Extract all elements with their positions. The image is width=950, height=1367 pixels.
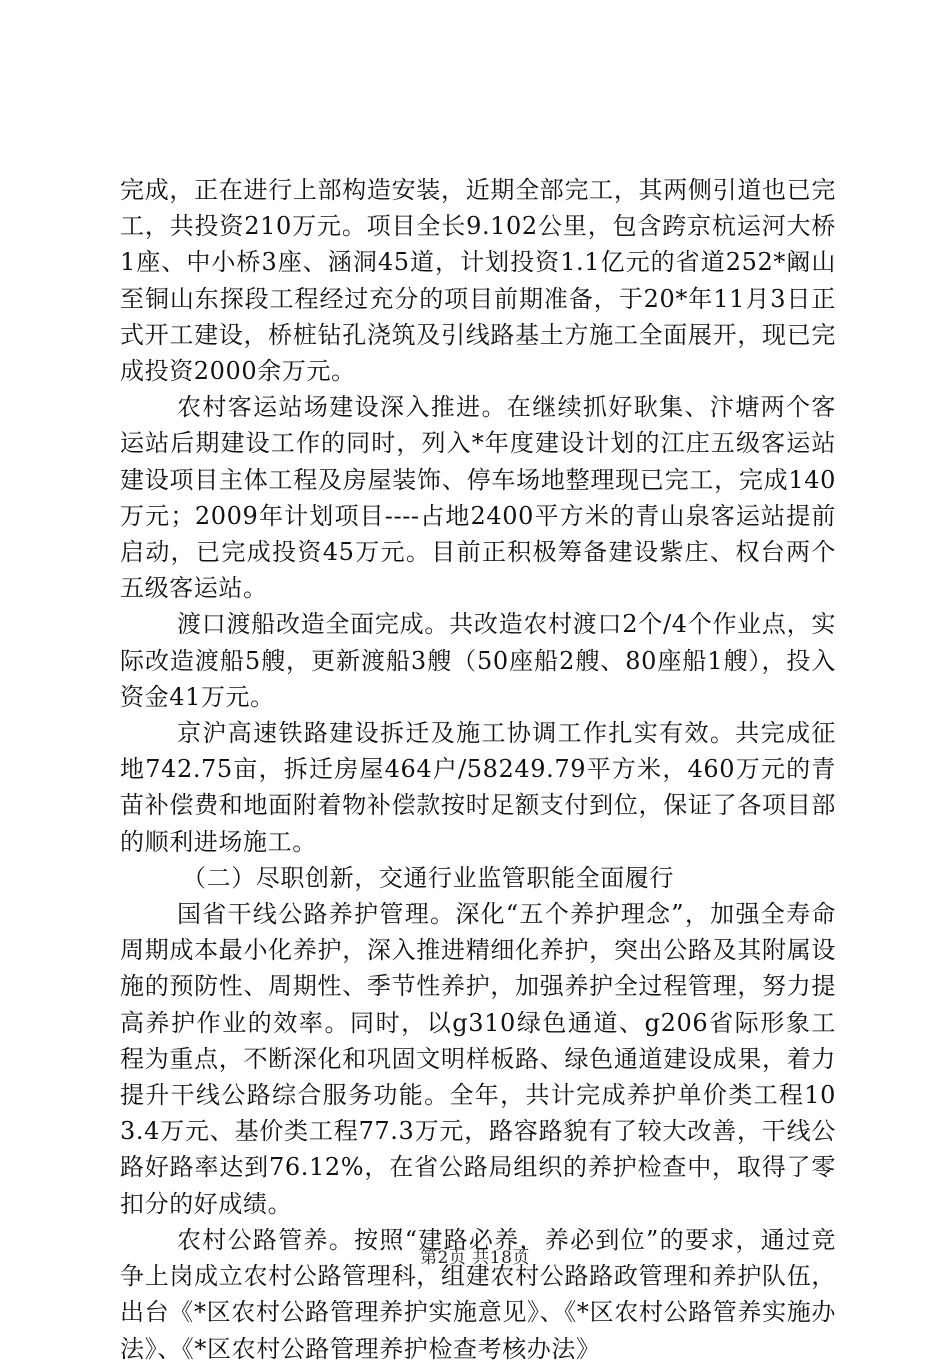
paragraph-high-speed-rail: 京沪高速铁路建设拆迁及施工协调工作扎实有效。共完成征地742.75亩，拆迁房屋464户/58249.79平方米，460万元的青苗补偿费和地面附着物补偿款按时足额支付到位，保证了各项目部的顺利进场施工。 [120, 719, 836, 856]
section-heading: （二）尽职创新，交通行业监管职能全面履行 [182, 863, 674, 892]
paragraph-rural-bus-stations: 农村客运站场建设深入推进。在继续抓好耿集、汴塘两个客运站后期建设工作的同时，列入*年度建设计划的江庄五级客运站建设项目主体工程及房屋装饰、停车场地整理现已完工，完成140万元；2009年计划项目----占地2400平方米的青山泉客运站提前启动，已完成投资45万元。目前正积极筹备建设紫庄、权台两个五级客运站。 [120, 393, 836, 603]
paragraph-ferry-renovation: 渡口渡船改造全面完成。共改造农村渡口2个/4个作业点，实际改造渡船5艘，更新渡船3艘（50座船2艘、80座船1艘），投入资金41万元。 [120, 610, 836, 711]
document-body [120, 172, 836, 1367]
paragraph-rural-road-maintenance: 农村公路管养。按照“建路必养，养必到位”的要求，通过竞争上岗成立农村公路管理科，组建农村公路路政管理和养护队伍，出台《*区农村公路管理养护实施意见》、《*区农村公路管养实施办法》、《*区农村公路管理养护检查考核办法》 [120, 1225, 836, 1363]
page-footer: 第2页 共18页 [420, 1248, 530, 1268]
paragraph-trunk-road-maintenance: 国省干线公路养护管理。深化“五个养护理念”，加强全寿命周期成本最小化养护，深入推进精细化养护，突出公路及其附属设施的预防性、周期性、季节性养护，加强养护全过程管理，努力提高养护作业的效率。同时，以g310绿色通道、g206省际形象工程为重点，不断深化和巩固文明样板路、绿色通道建设成果，着力提升干线公路综合服务功能。全年，共计完成养护单价类工程103.4万元、基价类工程77.3万元，路容路貌有了较大改善，干线公路好路率达到76.12%，在省公路局组织的养护检查中，取得了零扣分的好成绩。 [120, 900, 836, 1218]
paragraph-continuation: 完成，正在进行上部构造安装，近期全部完工，其两侧引道也已完工，共投资210万元。项目全长9.102公里，包含跨京杭运河大桥1座、中小桥3座、涵洞45道，计划投资1.1亿元的省道252*阚山至铜山东探段工程经过充分的项目前期准备，于20*年11月3日正式开工建设，桥桩钻孔浇筑及引线路基土方施工全面展开，现已完成投资2000余万元。 [120, 176, 836, 386]
